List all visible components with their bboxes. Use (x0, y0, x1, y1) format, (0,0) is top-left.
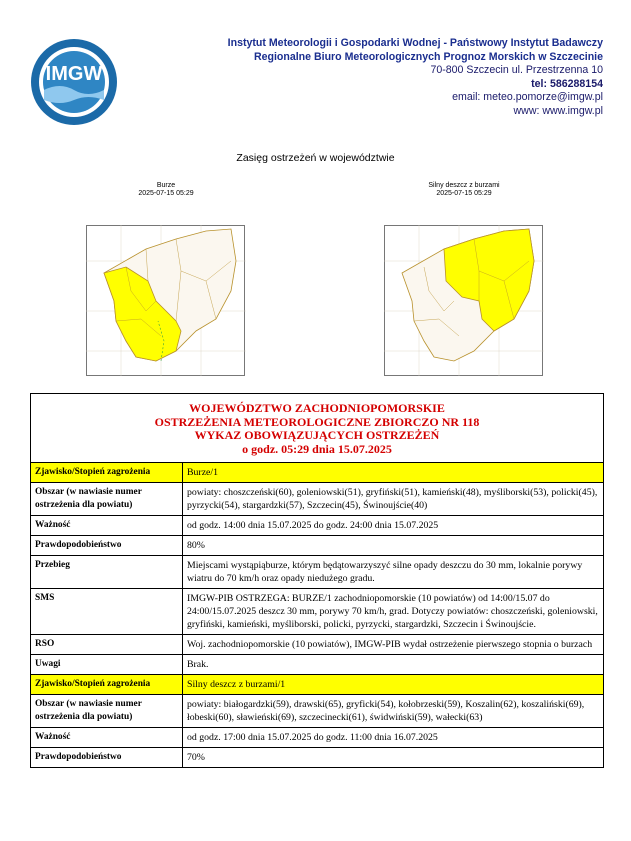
table-row (31, 483, 604, 516)
row-label: SMS (31, 589, 183, 635)
row-value: od godz. 14:00 dnia 15.07.2025 do godz. 24:00 dnia 15.07.2025 (183, 516, 604, 536)
map-time: 2025-07-15 05:29 (138, 190, 194, 197)
maps-title: Zasięg ostrzeżeń w województwie (236, 152, 395, 164)
map-time: 2025-07-15 05:29 (436, 190, 492, 197)
row-label: Zjawisko/Stopień zagrożenia (31, 675, 183, 695)
row-value: powiaty: białogardzki(59), drawski(65), gryficki(54), kołobrzeski(59), Koszalin(62), koszaliński(69), łobeski(60), sławieński(69), szczecinecki(61), świdwiński(59), wałecki(63) (183, 695, 604, 728)
map-caption: Silny deszcz z burzami (428, 182, 500, 189)
row-label: Prawdopodobieństwo (31, 748, 183, 768)
row-label: Zjawisko/Stopień zagrożenia (31, 463, 183, 483)
institute-address (228, 37, 603, 119)
row-value: IMGW-PIB OSTRZEGA: BURZE/1 zachodniopomorskie (10 powiatów) od 14:00/15.07 do 24:00/15.07.2025 deszcz 30 mm, porywy 70 km/h, grad. Dotyczy powiatów: choszczeński, goleniowski, gryfiński, kamieński, myśliborski, policki, pyrzycki, stargardzki, Szczecin i Świnoujście. (183, 589, 604, 635)
table-row (31, 556, 604, 589)
row-label: Uwagi (31, 655, 183, 675)
institute-name: Instytut Meteorologii i Gospodarki Wodnej - Państwowy Instytut Badawczy (227, 37, 603, 49)
map-burze-graphic (86, 201, 246, 377)
map-caption: Burze (156, 182, 176, 189)
map-silny-deszcz (384, 182, 544, 377)
table-row (31, 695, 604, 728)
table-row (31, 728, 604, 748)
row-label: Obszar (w nawiasie numer ostrzeżenia dla powiatu) (31, 695, 183, 728)
title-bulletin: OSTRZEŻENIA METEOROLOGICZNE ZBIORCZO NR 118 (154, 414, 480, 429)
row-label: Przebieg (31, 556, 183, 589)
row-value: powiaty: choszczeński(60), goleniowski(51), gryfiński(51), kamieński(48), myśliborski(53), policki(45), pyrzycki(54), stargardzki(57), Szczecin(45), Świnoujście(40) (183, 483, 604, 516)
svg-text:IMGW: IMGW (45, 63, 103, 85)
table-row (31, 655, 604, 675)
row-value: 70% (183, 748, 604, 768)
phone: tel: 586288154 (531, 77, 603, 90)
title-list: WYKAZ OBOWIĄZUJĄCYCH OSTRZEŻEŃ (194, 428, 440, 442)
row-value: Brak. (183, 655, 604, 675)
title-issued: o godz. 05:29 dnia 15.07.2025 (242, 441, 392, 456)
row-value: Woj. zachodniopomorskie (10 powiatów), IMGW-PIB wydał ostrzeżenie pierwszego stopnia o burzach (183, 635, 604, 655)
map-silny-deszcz-graphic (384, 201, 544, 377)
row-value: Burze/1 (183, 463, 604, 483)
document-title (31, 394, 604, 463)
table-title-row (31, 394, 604, 463)
website: www: www.imgw.pl (513, 104, 603, 117)
row-label: Obszar (w nawiasie numer ostrzeżenia dla powiatu) (31, 483, 183, 516)
letterhead (0, 0, 631, 130)
row-value: Miejscami wystąpiąburze, którym będątowarzyszyć silne opady deszczu do 30 mm, lokalnie porywy wiatru do 70 km/h oraz opady niedużego gradu. (183, 556, 604, 589)
table-row (31, 635, 604, 655)
postal-address: 70-800 Szczecin ul. Przestrzenna 10 (430, 64, 603, 77)
row-label: RSO (31, 635, 183, 655)
table-row (31, 516, 604, 536)
table-row (31, 589, 604, 635)
row-value: od godz. 17:00 dnia 15.07.2025 do godz. 11:00 dnia 16.07.2025 (183, 728, 604, 748)
row-value: 80% (183, 536, 604, 556)
table-row (31, 675, 604, 695)
title-region: WOJEWÓDZTWO ZACHODNIOPOMORSKIE (189, 401, 445, 415)
email: email: meteo.pomorze@imgw.pl (452, 91, 603, 104)
row-value: Silny deszcz z burzami/1 (183, 675, 604, 695)
warnings-table (30, 393, 604, 768)
row-label: Ważność (31, 516, 183, 536)
map-burze (86, 182, 246, 377)
row-label: Prawdopodobieństwo (31, 536, 183, 556)
table-row (31, 748, 604, 768)
bureau-name: Regionalne Biuro Meteorologicznych Prognoz Morskich w Szczecinie (253, 50, 603, 63)
table-row (31, 463, 604, 483)
row-label: Ważność (31, 728, 183, 748)
imgw-logo (30, 38, 118, 126)
table-row (31, 536, 604, 556)
